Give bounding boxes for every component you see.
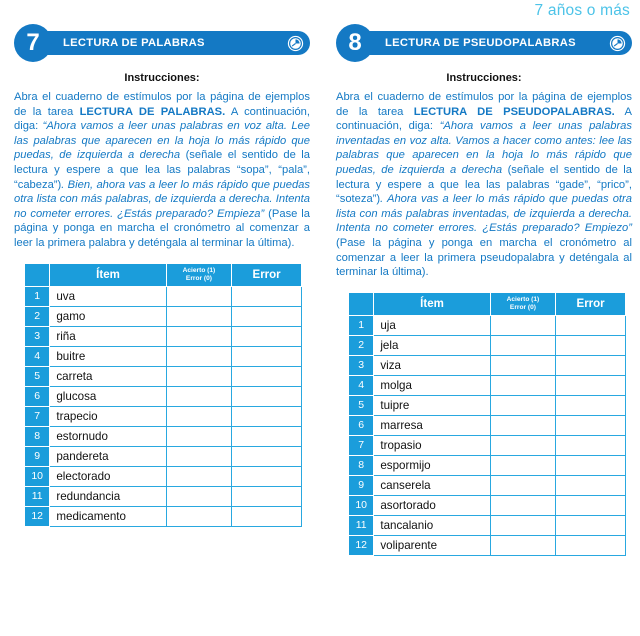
row-acierto-cell[interactable] — [166, 446, 232, 466]
row-index: 8 — [349, 455, 374, 475]
row-acierto-cell[interactable] — [490, 335, 556, 355]
row-acierto-cell[interactable] — [490, 435, 556, 455]
row-index: 1 — [25, 286, 50, 306]
row-error-cell[interactable] — [556, 515, 626, 535]
table-row — [349, 355, 626, 375]
row-error-cell[interactable] — [232, 406, 302, 426]
table-row — [349, 375, 626, 395]
row-item: espormijo — [374, 455, 490, 475]
row-error-cell[interactable] — [556, 455, 626, 475]
col-error-header: Error — [232, 263, 302, 286]
row-item: marresa — [374, 415, 490, 435]
row-acierto-cell[interactable] — [490, 315, 556, 335]
row-item: carreta — [50, 366, 166, 386]
age-note: 7 años o más — [534, 2, 630, 19]
row-error-cell[interactable] — [556, 355, 626, 375]
row-index: 5 — [349, 395, 374, 415]
row-acierto-cell[interactable] — [166, 286, 232, 306]
row-index: 11 — [349, 515, 374, 535]
table-row — [25, 326, 302, 346]
row-error-cell[interactable] — [556, 375, 626, 395]
row-item: molga — [374, 375, 490, 395]
row-item: buitre — [50, 346, 166, 366]
section-8-table-wrap — [336, 292, 632, 556]
row-index: 10 — [349, 495, 374, 515]
section-7 — [0, 24, 320, 556]
row-error-cell[interactable] — [232, 346, 302, 366]
row-error-cell[interactable] — [556, 415, 626, 435]
row-acierto-cell[interactable] — [490, 415, 556, 435]
col-acierto-line2: Error (0) — [185, 274, 212, 282]
row-acierto-cell[interactable] — [166, 486, 232, 506]
table-row — [25, 346, 302, 366]
row-index: 4 — [349, 375, 374, 395]
row-acierto-cell[interactable] — [490, 375, 556, 395]
table-row — [349, 475, 626, 495]
stopwatch-icon — [287, 35, 304, 52]
row-acierto-cell[interactable] — [166, 386, 232, 406]
table-row — [25, 406, 302, 426]
table-row — [349, 455, 626, 475]
row-acierto-cell[interactable] — [166, 506, 232, 526]
row-acierto-cell[interactable] — [490, 475, 556, 495]
row-error-cell[interactable] — [556, 475, 626, 495]
table-row — [25, 466, 302, 486]
row-acierto-cell[interactable] — [166, 366, 232, 386]
table-row — [349, 535, 626, 555]
row-error-cell[interactable] — [232, 326, 302, 346]
row-acierto-cell[interactable] — [490, 455, 556, 475]
col-error-header: Error — [556, 292, 626, 315]
section-7-title: LECTURA DE PALABRAS — [63, 37, 205, 49]
row-item: gamo — [50, 306, 166, 326]
row-acierto-cell[interactable] — [166, 466, 232, 486]
section-8 — [320, 24, 640, 556]
row-index: 12 — [349, 535, 374, 555]
row-item: jela — [374, 335, 490, 355]
row-error-cell[interactable] — [232, 426, 302, 446]
row-index: 2 — [25, 306, 50, 326]
row-error-cell[interactable] — [232, 306, 302, 326]
row-error-cell[interactable] — [556, 395, 626, 415]
row-index: 9 — [349, 475, 374, 495]
section-7-instructions-text: Abra el cuaderno de estímulos por la página de ejemplos de la tarea LECTURA DE PALABRAS. A continuación, diga: “Ahora vamos a leer unas palabras en voz alta. Lee las palabras que aparecen en la hoja lo más rápido que puedas, de izquierda a derecha (señale el sentido de la lectura y espere a que lea las palabras “sopa”, “pala”, “cabeza”). Bien, ahora vas a leer lo más rápido que puedas otra lista con más palabras, de izquierda a derecha. Intenta no cometer errores. ¿Estás preparado? Empieza” (Pase la página y ponga en marcha el cronómetro al comenzar a leer la primera palabra y deténgala al terminar la última). — [14, 91, 310, 249]
row-error-cell[interactable] — [232, 486, 302, 506]
row-acierto-cell[interactable] — [490, 395, 556, 415]
row-error-cell[interactable] — [556, 535, 626, 555]
col-acierto-header — [490, 292, 556, 315]
row-acierto-cell[interactable] — [490, 495, 556, 515]
row-index: 2 — [349, 335, 374, 355]
table-row — [25, 366, 302, 386]
table-row — [25, 506, 302, 526]
row-error-cell[interactable] — [232, 466, 302, 486]
col-acierto-line1: Acierto (1) — [182, 266, 216, 274]
row-item: glucosa — [50, 386, 166, 406]
row-index: 5 — [25, 366, 50, 386]
row-acierto-cell[interactable] — [490, 515, 556, 535]
row-item: pandereta — [50, 446, 166, 466]
row-error-cell[interactable] — [232, 446, 302, 466]
table-row — [25, 386, 302, 406]
row-acierto-cell[interactable] — [166, 346, 232, 366]
row-error-cell[interactable] — [556, 495, 626, 515]
row-index: 10 — [25, 466, 50, 486]
row-item: medicamento — [50, 506, 166, 526]
section-7-table-wrap — [14, 263, 310, 527]
table-row — [349, 315, 626, 335]
row-index: 6 — [349, 415, 374, 435]
section-8-table-body — [349, 315, 626, 555]
table-row — [349, 495, 626, 515]
row-acierto-cell[interactable] — [166, 406, 232, 426]
row-item: tuipre — [374, 395, 490, 415]
table-row — [25, 486, 302, 506]
section-8-title: LECTURA DE PSEUDOPALABRAS — [385, 37, 576, 49]
table-header-row — [349, 292, 626, 315]
row-item: trapecio — [50, 406, 166, 426]
row-error-cell[interactable] — [556, 435, 626, 455]
row-item: canserela — [374, 475, 490, 495]
table-row — [349, 415, 626, 435]
row-index: 4 — [25, 346, 50, 366]
section-8-title-bar — [355, 31, 632, 55]
row-acierto-cell[interactable] — [490, 355, 556, 375]
table-row — [25, 306, 302, 326]
row-item: uja — [374, 315, 490, 335]
row-item: voliparente — [374, 535, 490, 555]
row-acierto-cell[interactable] — [490, 535, 556, 555]
row-index: 12 — [25, 506, 50, 526]
section-7-header — [14, 24, 310, 64]
section-8-number: 8 — [336, 24, 374, 62]
row-item: uva — [50, 286, 166, 306]
section-7-number: 7 — [14, 24, 52, 62]
section-7-instructions-label: Instrucciones: — [124, 72, 200, 84]
row-index: 3 — [25, 326, 50, 346]
row-item: estornudo — [50, 426, 166, 446]
section-7-table-body — [25, 286, 302, 526]
col-acierto-header — [166, 263, 232, 286]
row-acierto-cell[interactable] — [166, 306, 232, 326]
row-index: 9 — [25, 446, 50, 466]
row-error-cell[interactable] — [556, 315, 626, 335]
col-index-header — [25, 263, 50, 286]
row-acierto-cell[interactable] — [166, 326, 232, 346]
section-8-header — [336, 24, 632, 64]
table-row — [25, 426, 302, 446]
row-index: 3 — [349, 355, 374, 375]
row-index: 7 — [25, 406, 50, 426]
row-error-cell[interactable] — [232, 366, 302, 386]
col-item-header: Ítem — [50, 263, 166, 286]
row-item: tancalanio — [374, 515, 490, 535]
two-column-layout — [0, 24, 640, 556]
row-item: tropasio — [374, 435, 490, 455]
row-index: 11 — [25, 486, 50, 506]
stopwatch-icon — [609, 35, 626, 52]
row-index: 6 — [25, 386, 50, 406]
row-index: 7 — [349, 435, 374, 455]
row-item: riña — [50, 326, 166, 346]
section-8-instructions-label: Instrucciones: — [446, 72, 522, 84]
table-row — [25, 286, 302, 306]
row-item: viza — [374, 355, 490, 375]
row-error-cell[interactable] — [232, 286, 302, 306]
row-item: electorado — [50, 466, 166, 486]
row-index: 8 — [25, 426, 50, 446]
col-acierto-line2: Error (0) — [509, 303, 536, 311]
col-index-header — [349, 292, 374, 315]
section-7-title-bar — [33, 31, 310, 55]
row-error-cell[interactable] — [232, 506, 302, 526]
row-acierto-cell[interactable] — [166, 426, 232, 446]
table-row — [349, 335, 626, 355]
section-8-instructions-text: Abra el cuaderno de estímulos por la página de ejemplos de la tarea LECTURA DE PSEUDOPALABRAS. A continuación, diga: “Ahora vamos a leer unas palabras inventadas en voz alta. Vamos a hacer como antes: lee las palabras que aparecen en la hoja lo más rápido que puedas, de izquierda a derecha (señale el sentido de la lectura y espere a que lea las palabras “gade”, “prico”, “soteza”). Ahora vas a leer lo más rápido que puedas otra lista con más palabras inventadas, de izquierda a derecha. Intenta no cometer errores. ¿Estás preparado? Empiezo” (Pase la página y ponga en marcha el cronómetro al comenzar a leer la primera pseudopalabra y deténgala al terminar la última). — [336, 91, 633, 279]
row-item: redundancia — [50, 486, 166, 506]
table-row — [25, 446, 302, 466]
col-item-header: Ítem — [374, 292, 490, 315]
row-error-cell[interactable] — [556, 335, 626, 355]
col-acierto-line1: Acierto (1) — [506, 295, 540, 303]
row-item: asortorado — [374, 495, 490, 515]
row-error-cell[interactable] — [232, 386, 302, 406]
table-row — [349, 435, 626, 455]
section-8-table — [348, 292, 626, 556]
section-7-table — [24, 263, 302, 527]
table-row — [349, 515, 626, 535]
row-index: 1 — [349, 315, 374, 335]
table-header-row — [25, 263, 302, 286]
table-row — [349, 395, 626, 415]
